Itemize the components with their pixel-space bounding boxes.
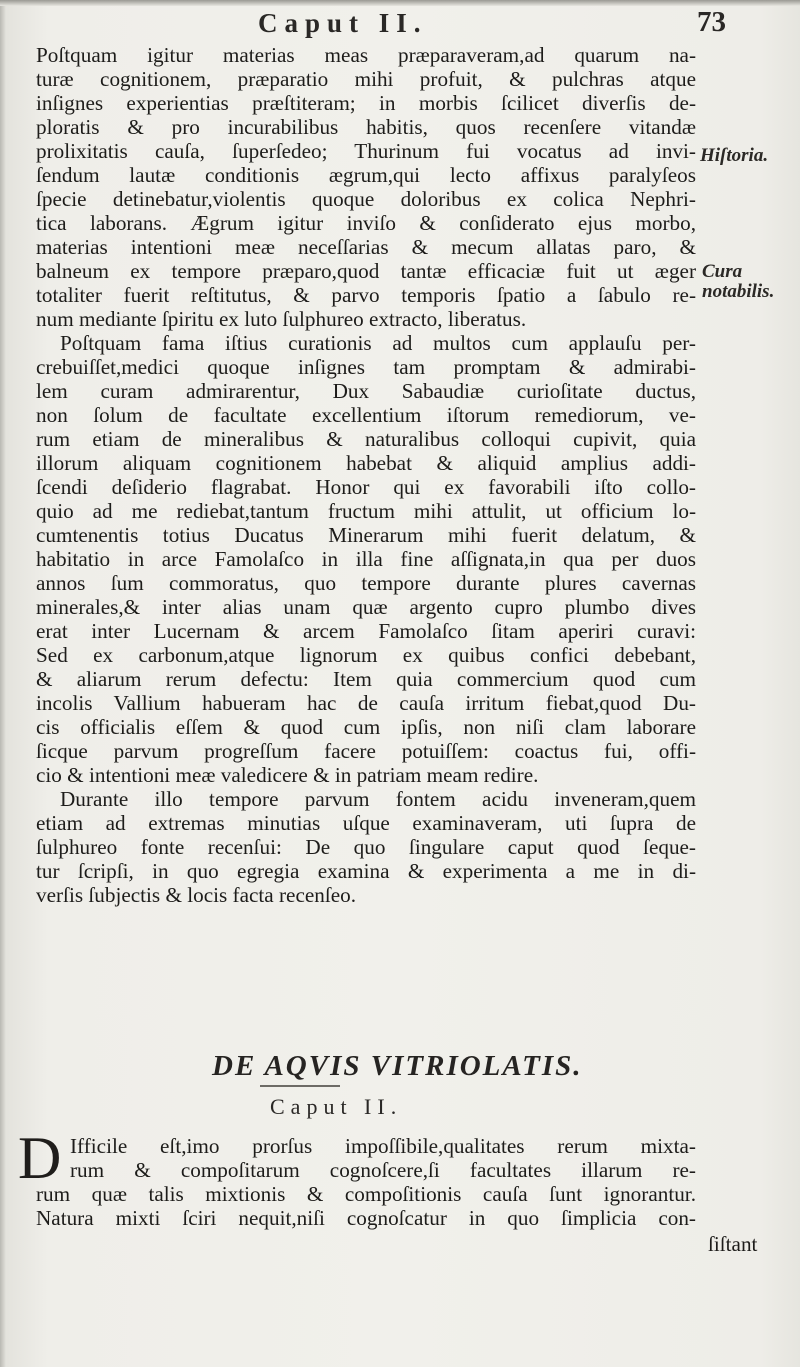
body-line: tur ſcripſi, in quo egregia examina & experimenta a me in di- (36, 859, 696, 883)
body-line: & aliarum rerum defectu: Item quia commercium quod cum (36, 667, 696, 691)
body-line: Poſtquam fama iſtius curationis ad multos cum applauſu per- (60, 331, 696, 355)
page-spine-shadow (0, 0, 6, 1367)
body-line: Durante illo tempore parvum fontem acidu inveneram,quem (60, 787, 696, 811)
page-top-edge (0, 0, 800, 6)
body-line: ſicque parvum progreſſum facere potuiſſem: coactus fui, offi- (36, 739, 696, 763)
body-line: totaliter fuerit reſtitutus, & parvo temporis ſpatio a ſabulo re- (36, 283, 696, 307)
body-line: cumtenentis totius Ducatus Minerarum mihi fuerit delatum, & (36, 523, 696, 547)
section-line: rum quæ talis mixtionis & compoſitionis cauſa ſunt ignorantur. (36, 1182, 696, 1206)
drop-cap: D (18, 1125, 62, 1191)
running-head: Caput II. (258, 8, 428, 38)
body-line: prolixitatis cauſa, ſuperſedeo; Thurinum fui vocatus ad invi- (36, 139, 696, 163)
title-underline (260, 1085, 340, 1087)
chapter-heading: Caput II. (270, 1094, 403, 1119)
body-line: ploratis & pro incurabilibus habitis, quos recenſere vitandæ (36, 115, 696, 139)
body-line: ſulphureo fonte recenſui: De quo ſingulare caput quod ſeque- (36, 835, 696, 859)
body-line: quio ad me rediebat,tantum fructum mihi attulit, ut officium lo- (36, 499, 696, 523)
section-line: Ifficile eſt,imo prorſus impoſſibile,qualitates rerum mixta- (70, 1134, 696, 1158)
body-line: non ſolum de facultate excellentium iſtorum remediorum, ve- (36, 403, 696, 427)
body-line: ſpecie detinebatur,violentis quoque doloribus ex colica Nephri- (36, 187, 696, 211)
body-line: cio & intentioni meæ valedicere & in patriam meam redire. (36, 763, 539, 787)
section-line: Natura mixti ſciri nequit,niſi cognoſcatur in quo ſimplicia con- (36, 1206, 696, 1230)
body-line: crebuiſſet,medici quoque inſignes tam promptam & admirabi- (36, 355, 696, 379)
body-line: illorum aliquam cognitionem habebat & aliquid amplius addi- (36, 451, 696, 475)
section-title: DE AQVIS VITRIOLATIS. (212, 1050, 583, 1082)
body-line: materias intentioni meæ neceſſarias & mecum allatas paro, & (36, 235, 696, 259)
body-line: lem curam admirarentur, Dux Sabaudiæ curioſitate ductus, (36, 379, 696, 403)
body-line: incolis Vallium habueram hac de cauſa irritum fiebat,quod Du- (36, 691, 696, 715)
section-line: rum & compoſitarum cognoſcere,ſi facultates illarum re- (70, 1158, 696, 1182)
body-line: inſignes experientias præſtiteram; in morbis ſcilicet diverſis de- (36, 91, 696, 115)
body-line: rum etiam de mineralibus & naturalibus colloqui cupivit, quia (36, 427, 696, 451)
body-line: num mediante ſpiritu ex luto ſulphureo extracto, liberatus. (36, 307, 527, 331)
body-line: Sed ex carbonum,atque lignorum ex quibus confici debebant, (36, 643, 696, 667)
body-line: turæ cognitionem, præparatio mihi profuit, & pulchras atque (36, 67, 696, 91)
body-line: Poſtquam igitur materias meas præparaveram,ad quarum na- (36, 43, 696, 67)
body-line: minerales,& inter alias unam quæ argento cupro plumbo dives (36, 595, 696, 619)
body-line: annos ſum commoratus, quo tempore durante plures cavernas (36, 571, 696, 595)
page-number: 73 (697, 6, 726, 38)
margin-note-historia: Hiſtoria. (700, 145, 769, 166)
body-line: erat inter Lucernam & arcem Famolaſco ſitam aperiri curavi: (36, 619, 696, 643)
body-line: cis officialis eſſem & quod cum ipſis, non niſi clam laborare (36, 715, 696, 739)
body-line: tica laborans. Ægrum igitur inviſo & conſiderato ejus morbo, (36, 211, 696, 235)
margin-note-cura: Cura notabilis. (702, 261, 775, 302)
body-line: ſendum lautæ conditionis ægrum,qui lecto affixus paralyſeos (36, 163, 696, 187)
body-line: ſcendi deſiderio flagrabat. Honor qui ex favorabili iſto collo- (36, 475, 696, 499)
catchword: ſiſtant (708, 1232, 758, 1256)
body-line: verſis ſubjectis & locis facta recenſeo. (36, 883, 357, 907)
body-line: etiam ad extremas minutias uſque examinaveram, uti ſupra de (36, 811, 696, 835)
body-line: habitatio in arce Famolaſco in illa fine aſſignata,in qua per duos (36, 547, 696, 571)
body-line: balneum ex tempore præparo,quod tantæ efficaciæ fuit ut æger (36, 259, 696, 283)
